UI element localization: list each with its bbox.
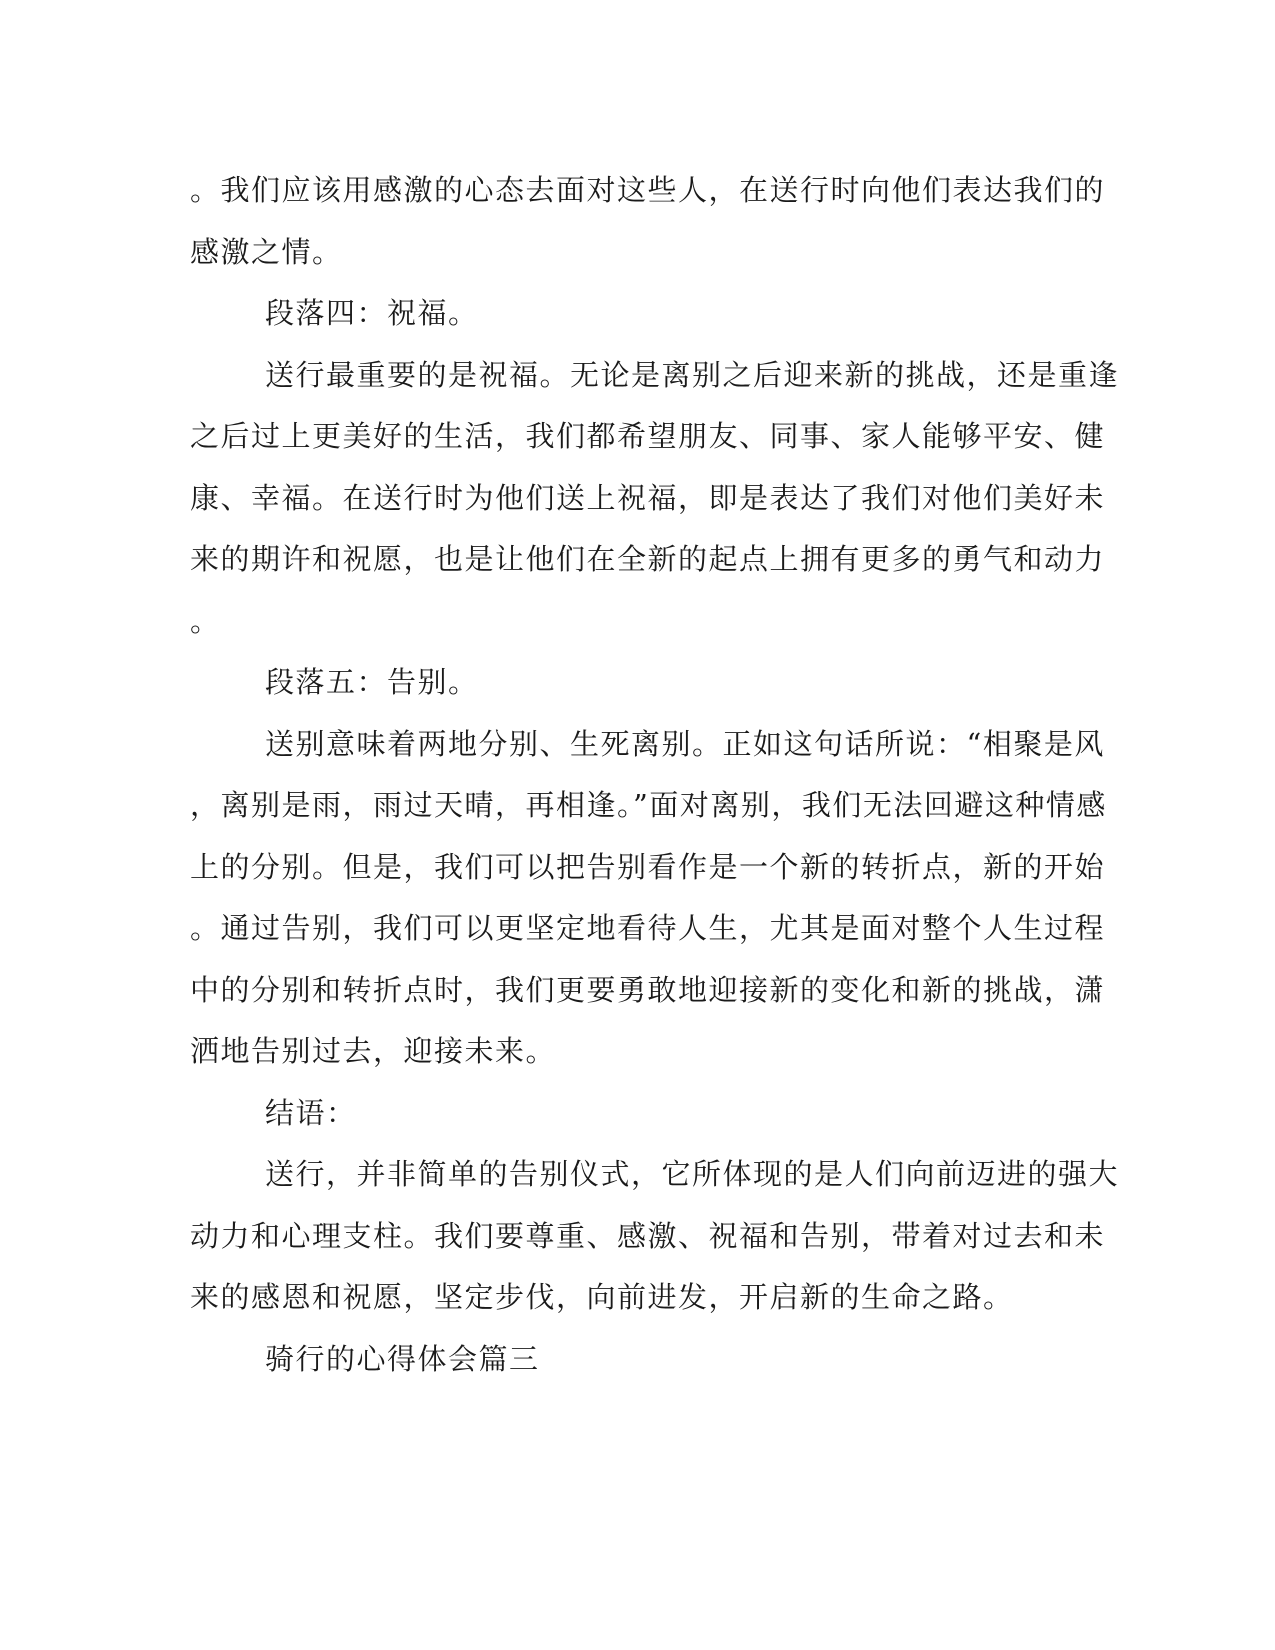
text-line: 送行，并非简单的告别仪式，它所体现的是人们向前迈进的强大 [265,1157,1120,1191]
text-line: 来的感恩和祝愿，坚定步伐，向前进发，开启新的生命之路。 [190,1280,1014,1314]
text-line: 之后过上更美好的生活，我们都希望朋友、同事、家人能够平安、健 [190,419,1106,453]
section-heading-4: 段落四：祝福。 [265,296,479,330]
text-line: 。 [190,603,221,638]
text-line: 。通过告别，我们可以更坚定地看待人生，尤其是面对整个人生过程 [190,911,1106,945]
text-line: ，离别是雨，雨过天晴，再相逢。”面对离别，我们无法回避这种情感 [190,788,1107,822]
text-line: 动力和心理支柱。我们要尊重、感激、祝福和告别，带着对过去和未 [190,1218,1106,1253]
text-line: 。我们应该用感激的心态去面对这些人，在送行时向他们表达我们的 [190,173,1106,207]
text-line: 洒地告别过去，迎接未来。 [190,1034,557,1068]
article-title: 骑行的心得体会篇三 [265,1341,540,1376]
text-line: 中的分别和转折点时，我们更要勇敢地迎接新的变化和新的挑战，潇 [190,972,1106,1007]
text-line: 康、幸福。在送行时为他们送上祝福，即是表达了我们对他们美好未 [190,480,1106,515]
text-line: 感激之情。 [190,234,343,269]
section-heading-5: 段落五：告别。 [265,665,479,699]
text-line: 送行最重要的是祝福。无论是离别之后迎来新的挑战，还是重逢 [265,357,1120,392]
text-line: 上的分别。但是，我们可以把告别看作是一个新的转折点，新的开始 [190,849,1106,884]
document-body [190,160,1120,1390]
text-line: 来的期许和祝愿，也是让他们在全新的起点上拥有更多的勇气和动力 [190,542,1106,576]
text-line: 送别意味着两地分别、生死离别。正如这句话所说：“相聚是风 [265,726,1105,761]
conclusion-heading: 结语： [265,1095,357,1130]
